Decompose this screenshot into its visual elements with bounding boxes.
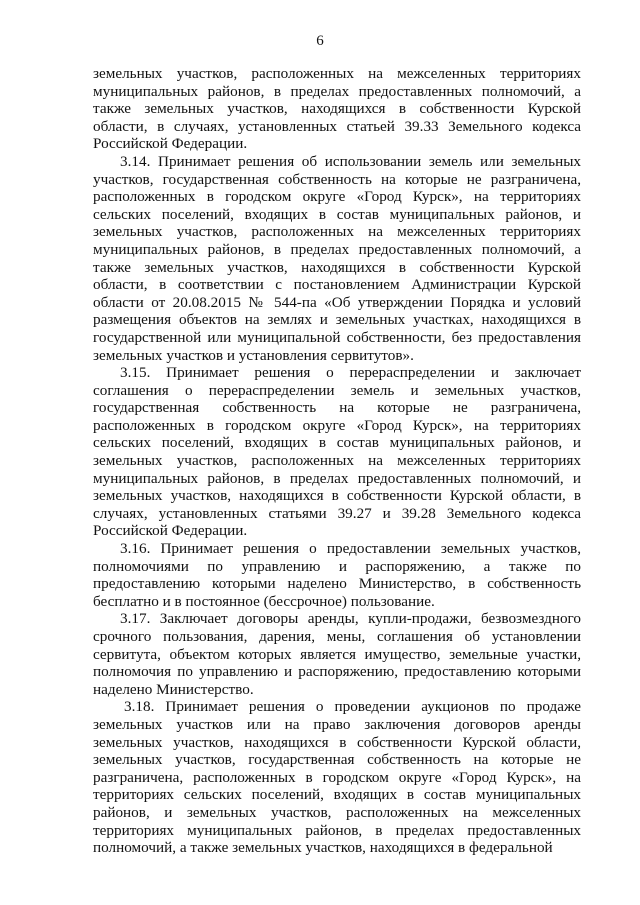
- paragraph-3-15: 3.15. Принимает решения о перераспределении и заключает соглашения о перераспределении земель и земельных участков, государственная собственность на которые не разграничена, расположенных в городском округе «Город Курск», на территориях сельских поселений, входящих в состав муниципальных районов, и земельных участков, расположенных на межселенных территориях муниципальных районов, в пределах предоставленных полномочий, и земельных участков, находящихся в собственности Курской области, в случаях, установленных статьями 39.27 и 39.28 Земельного кодекса Российской Федерации.: [93, 364, 581, 540]
- paragraph-3-16: 3.16. Принимает решения о предоставлении земельных участков, полномочиями по управлению и распоряжению, а также по предоставлению которыми наделено Министерство, в собственность бесплатно и в постоянное (бессрочное) пользование.: [93, 540, 581, 610]
- paragraph-continued: земельных участков, расположенных на межселенных территориях муниципальных районов, в пределах предоставленных полномочий, а также земельных участков, находящихся в собственности Курской области, в случаях, установленных статьей 39.33 Земельного кодекса Российской Федерации.: [93, 65, 581, 153]
- paragraph-3-18: 3.18. Принимает решения о проведении аукционов по продаже земельных участков или на право заключения договоров аренды земельных участков, находящихся в собственности Курской области, земельных участков, государственная собственность на которые не разграничена, расположенных в городском округе «Город Курск», на территориях сельских поселений, входящих в состав муниципальных районов, и земельных участков, расположенных на межселенных территориях муниципальных районов, в пределах предоставленных полномочий, а также земельных участков, находящихся в федеральной: [93, 698, 581, 857]
- paragraph-3-17: 3.17. Заключает договоры аренды, купли-продажи, безвозмездного срочного пользования, дарения, мены, соглашения об установлении сервитута, объектом которых является имущество, земельные участки, полномочия по управлению и распоряжению, предоставлению которыми наделено Министерство.: [93, 610, 581, 698]
- paragraph-3-14: 3.14. Принимает решения об использовании земель или земельных участков, государственная собственность на которые не разграничена, расположенных в городском округе «Город Курск», на территориях сельских поселений, входящих в состав муниципальных районов, и земельных участков, расположенных на межселенных территориях муниципальных районов, в пределах предоставленных полномочий, а также земельных участков, находящихся в собственности Курской области, в соответствии с постановлением Администрации Курской области от 20.08.2015 № 544-па «Об утверждении Порядка и условий размещения объектов на землях и земельных участках, находящихся в государственной или муниципальной собственности, без предоставления земельных участков и установления сервитутов».: [93, 152, 581, 364]
- page-number: 6: [316, 33, 324, 49]
- document-body: [93, 65, 581, 857]
